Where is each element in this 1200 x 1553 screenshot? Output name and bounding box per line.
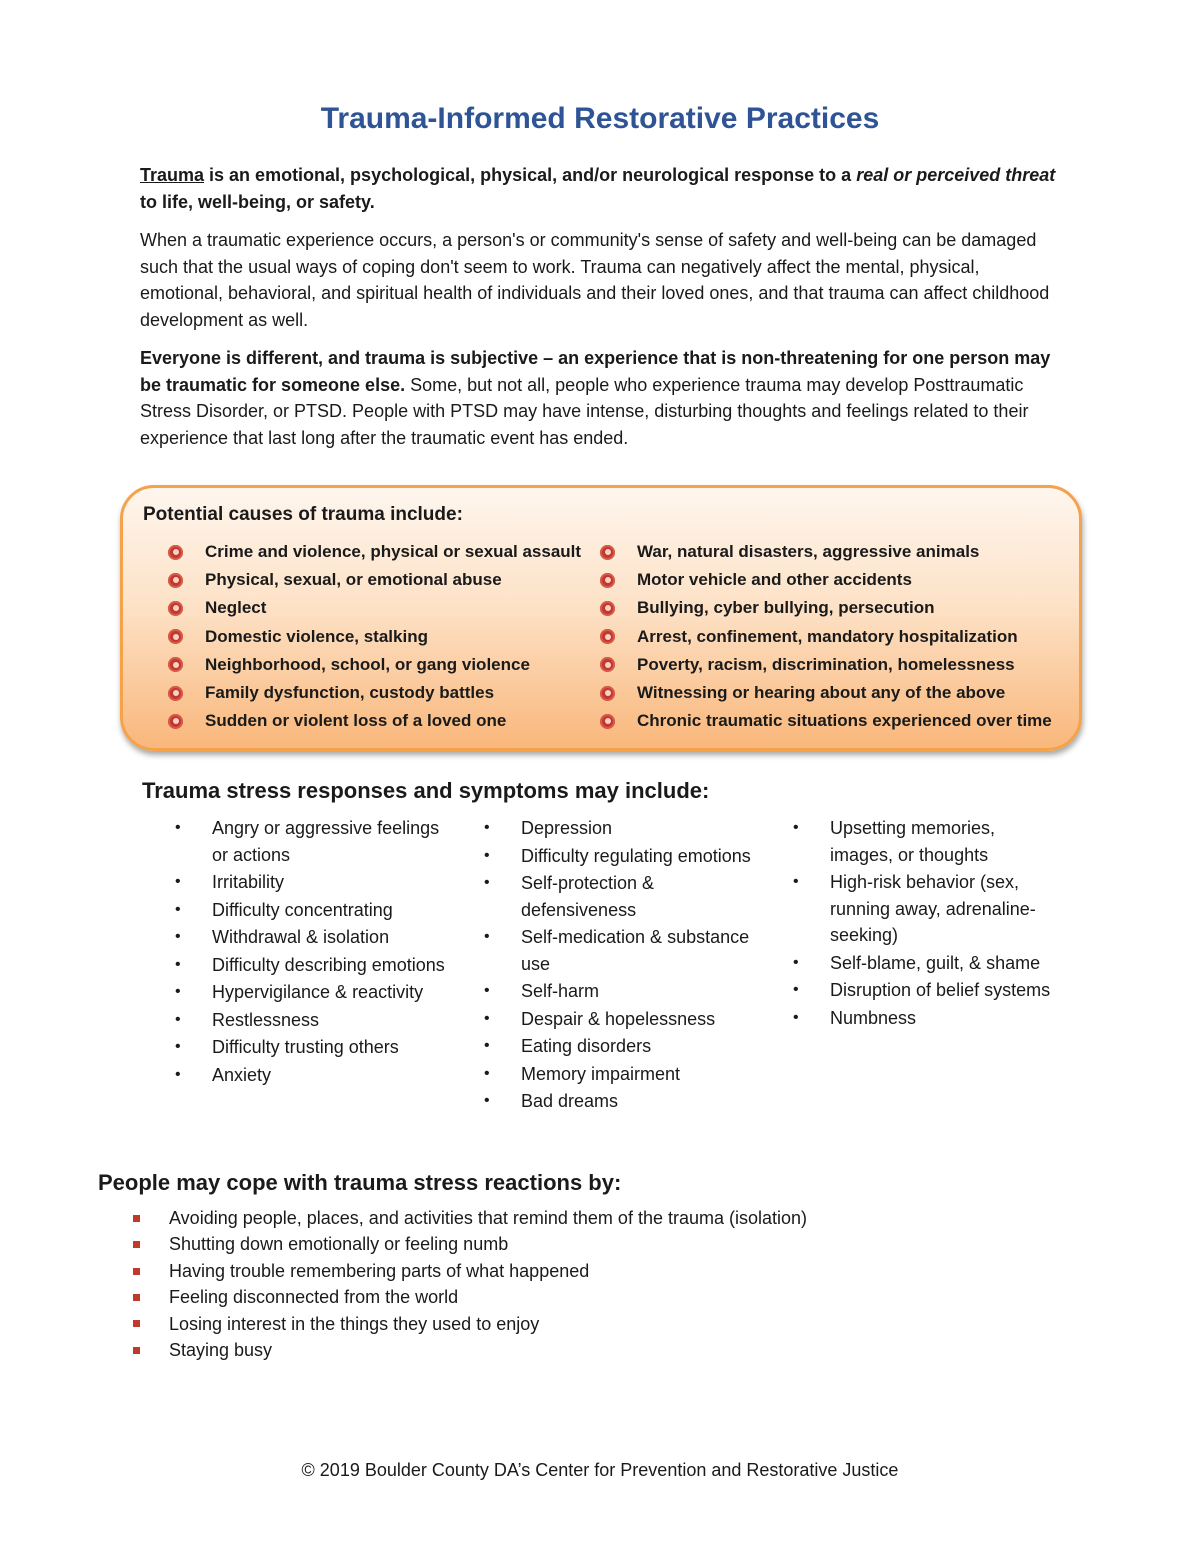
causes-box xyxy=(120,485,1082,751)
symptom-text: Difficulty trusting others xyxy=(212,1037,399,1057)
cause-text: Crime and violence, physical or sexual assault xyxy=(205,542,582,562)
bullet-icon: • xyxy=(793,819,799,836)
bullet-icon: • xyxy=(484,982,490,999)
bullet-icon: • xyxy=(175,819,181,836)
cause-text: Neighborhood, school, or gang violence xyxy=(205,654,530,674)
cause-item xyxy=(168,679,588,707)
symptom-item xyxy=(484,1061,774,1088)
coping-text: Having trouble remembering parts of what happened xyxy=(169,1260,590,1281)
bullet-icon: • xyxy=(484,1064,490,1082)
symptom-item xyxy=(793,977,1053,1004)
symptoms-list-col2 xyxy=(484,815,774,1116)
symptom-text: Angry or aggressive feelings or actions xyxy=(212,818,440,865)
coping-item xyxy=(133,1284,807,1310)
bullet-icon: • xyxy=(793,981,799,998)
bullet-icon: • xyxy=(175,873,181,890)
circle-bullet-icon xyxy=(168,573,183,588)
cause-item xyxy=(168,538,588,566)
circle-bullet-icon xyxy=(168,601,183,616)
causes-list-left xyxy=(168,538,588,735)
cause-text: Neglect xyxy=(205,598,267,618)
bullet-icon: • xyxy=(793,953,799,971)
coping-text: Losing interest in the things they used to enjoy xyxy=(169,1313,540,1334)
intro-paragraph-2: When a traumatic experience occurs, a person's or community's sense of safety and well-being can be damaged such that the usual ways of coping don't seem to work. Trauma can negatively affect the mental, physical, emotional, behavioral, and spiritual health of individuals and their loved ones, and that trauma can affect childhood development as well. xyxy=(140,230,1050,330)
definition-text-end: to life, well-being, or safety. xyxy=(140,191,375,212)
symptom-text: Depression xyxy=(521,818,613,838)
square-bullet-icon xyxy=(133,1347,140,1354)
bullet-icon: • xyxy=(175,900,181,918)
coping-text: Shutting down emotionally or feeling numb xyxy=(169,1234,509,1255)
symptom-text: Irritability xyxy=(212,872,285,892)
bullet-icon: • xyxy=(484,874,490,891)
coping-item xyxy=(133,1231,807,1257)
symptom-item xyxy=(175,952,455,979)
symptom-item xyxy=(175,1034,455,1061)
coping-list xyxy=(133,1205,807,1363)
cause-item xyxy=(600,594,1060,622)
bullet-icon: • xyxy=(793,873,799,890)
symptoms-list-col3 xyxy=(793,815,1053,1032)
square-bullet-icon xyxy=(133,1320,140,1327)
symptom-text: Self-harm xyxy=(521,981,600,1001)
symptom-text: Restlessness xyxy=(212,1009,320,1030)
trauma-term: Trauma xyxy=(140,165,205,185)
cause-text: Physical, sexual, or emotional abuse xyxy=(205,570,502,590)
symptom-item xyxy=(793,1005,1053,1032)
cause-text: Domestic violence, stalking xyxy=(205,626,428,646)
symptom-text: Despair & hopelessness xyxy=(521,1008,716,1029)
symptom-item xyxy=(484,843,774,870)
bullet-icon: • xyxy=(175,955,181,973)
circle-bullet-icon xyxy=(168,657,183,672)
symptom-text: Withdrawal & isolation xyxy=(212,927,390,947)
symptom-item xyxy=(484,924,774,977)
circle-bullet-icon xyxy=(600,629,615,644)
cause-text: Sudden or violent loss of a loved one xyxy=(205,711,507,731)
symptom-text: Bad dreams xyxy=(521,1091,619,1111)
cause-item xyxy=(600,623,1060,651)
cause-item xyxy=(168,594,588,622)
circle-bullet-icon xyxy=(600,601,615,616)
cause-text: Motor vehicle and other accidents xyxy=(637,570,912,590)
coping-text: Feeling disconnected from the world xyxy=(169,1287,459,1308)
symptom-text: Self-blame, guilt, & shame xyxy=(830,952,1041,973)
coping-title: People may cope with trauma stress reactions by: xyxy=(98,1170,622,1195)
cause-text: Arrest, confinement, mandatory hospitalization xyxy=(637,626,1018,646)
cause-text: Poverty, racism, discrimination, homelessness xyxy=(637,654,1015,674)
symptom-item xyxy=(175,1062,455,1089)
intro-paragraph-3 xyxy=(140,345,1065,451)
symptom-text: Memory impairment xyxy=(521,1063,681,1084)
bullet-icon: • xyxy=(484,846,490,864)
square-bullet-icon xyxy=(133,1294,140,1301)
cause-text: Witnessing or hearing about any of the above xyxy=(637,683,1006,703)
circle-bullet-icon xyxy=(600,545,615,560)
symptom-item xyxy=(175,979,455,1006)
symptom-text: Self-medication & substance use xyxy=(521,927,750,974)
coping-item xyxy=(133,1337,807,1363)
symptom-text: Self-protection & defensiveness xyxy=(521,873,655,920)
square-bullet-icon xyxy=(133,1268,140,1275)
symptom-item xyxy=(484,1088,774,1115)
causes-list-right xyxy=(600,538,1060,735)
symptom-text: Hypervigilance & reactivity xyxy=(212,982,424,1002)
symptom-item xyxy=(175,924,455,951)
symptom-item xyxy=(175,1007,455,1034)
cause-item xyxy=(600,707,1060,735)
coping-text: Staying busy xyxy=(169,1340,273,1361)
cause-item xyxy=(600,679,1060,707)
symptom-text: Difficulty concentrating xyxy=(212,899,393,920)
circle-bullet-icon xyxy=(168,686,183,701)
coping-item xyxy=(133,1258,807,1284)
coping-item xyxy=(133,1205,807,1231)
definition-emphasis: real or perceived threat xyxy=(856,165,1056,185)
symptom-item xyxy=(175,897,455,924)
symptoms-list-col1 xyxy=(175,815,455,1089)
symptom-item xyxy=(175,815,455,868)
bullet-icon: • xyxy=(175,1038,181,1055)
circle-bullet-icon xyxy=(168,629,183,644)
ptsd-text: Some, but not all, people who experience trauma may develop Posttraumatic Stress Disorder, or PTSD. People with PTSD may have intense, disturbing thoughts and feelings related to their experience that last long after the traumatic event has ended. xyxy=(140,374,1029,448)
square-bullet-icon xyxy=(133,1215,140,1222)
symptom-text: Disruption of belief systems xyxy=(830,980,1051,1000)
symptom-text: Anxiety xyxy=(212,1064,272,1085)
cause-text: Bullying, cyber bullying, persecution xyxy=(637,598,935,618)
circle-bullet-icon xyxy=(168,545,183,560)
intro-section xyxy=(140,162,1065,463)
bullet-icon: • xyxy=(484,928,490,945)
bullet-icon: • xyxy=(175,1065,181,1083)
bullet-icon: • xyxy=(484,1092,490,1109)
symptom-item xyxy=(484,870,774,923)
symptom-text: Difficulty regulating emotions xyxy=(521,845,751,866)
cause-text: War, natural disasters, aggressive animals xyxy=(637,542,980,562)
symptom-item xyxy=(484,1033,774,1060)
symptom-item xyxy=(484,815,774,842)
circle-bullet-icon xyxy=(600,573,615,588)
symptom-text: Numbness xyxy=(830,1007,917,1028)
symptom-text: Upsetting memories, images, or thoughts xyxy=(830,818,996,865)
circle-bullet-icon xyxy=(600,714,615,729)
symptom-text: Difficulty describing emotions xyxy=(212,954,445,975)
circle-bullet-icon xyxy=(168,714,183,729)
cause-text: Chronic traumatic situations experienced over time xyxy=(637,711,1052,731)
symptom-text: High-risk behavior (sex, running away, adrenaline-seeking) xyxy=(830,872,1036,945)
page-title: Trauma-Informed Restorative Practices xyxy=(320,102,880,135)
bullet-icon: • xyxy=(484,1009,490,1027)
bullet-icon: • xyxy=(484,819,490,836)
coping-text: Avoiding people, places, and activities that remind them of the trauma (isolation) xyxy=(169,1208,808,1228)
bullet-icon: • xyxy=(793,1008,799,1026)
subjective-statement: Everyone is different, and trauma is subjective – an experience that is non-threatening for one person may be traumatic for someone else. xyxy=(140,348,1051,395)
bullet-icon: • xyxy=(484,1037,490,1054)
footer-copyright: © 2019 Boulder County DA’s Center for Prevention and Restorative Justice xyxy=(301,1460,899,1480)
trauma-definition xyxy=(140,162,1065,215)
symptom-item xyxy=(793,950,1053,977)
cause-item xyxy=(168,566,588,594)
symptoms-title: Trauma stress responses and symptoms may include: xyxy=(142,778,710,803)
symptom-item xyxy=(175,869,455,896)
square-bullet-icon xyxy=(133,1241,140,1248)
circle-bullet-icon xyxy=(600,657,615,672)
cause-item xyxy=(600,538,1060,566)
definition-text: is an emotional, psychological, physical, and/or neurological response to a xyxy=(204,165,857,185)
symptom-item xyxy=(793,815,1053,868)
cause-item xyxy=(600,566,1060,594)
causes-title: Potential causes of trauma include: xyxy=(143,504,463,525)
cause-item xyxy=(168,651,588,679)
symptom-item xyxy=(484,1006,774,1033)
coping-item xyxy=(133,1311,807,1337)
circle-bullet-icon xyxy=(600,686,615,701)
cause-item xyxy=(600,651,1060,679)
cause-item xyxy=(168,707,588,735)
symptom-text: Eating disorders xyxy=(521,1036,652,1056)
bullet-icon: • xyxy=(175,1010,181,1028)
symptom-item xyxy=(793,869,1053,949)
symptom-item xyxy=(484,978,774,1005)
cause-item xyxy=(168,623,588,651)
bullet-icon: • xyxy=(175,928,181,945)
cause-text: Family dysfunction, custody battles xyxy=(205,683,495,703)
bullet-icon: • xyxy=(175,983,181,1000)
